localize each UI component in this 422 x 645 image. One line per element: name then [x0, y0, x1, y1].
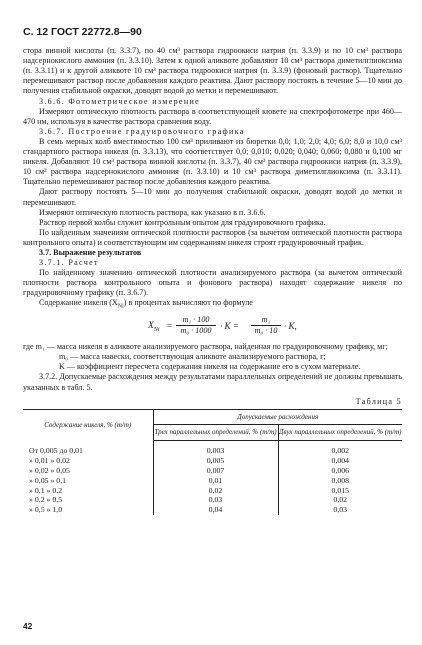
section-heading-calibration: 3.6.7. Построение градуировочного графика	[39, 126, 245, 136]
table-number: Таблица 5	[355, 396, 402, 406]
section-heading-photometric: 3.6.6. Фотометрическое измерение	[39, 96, 200, 106]
table-row: » 0,5 » 1,0 0,04 0,03	[23, 505, 402, 515]
paragraph-graph: По найденным значениям оптической плотности растворов (за вычетом оптической плотности раствора контрольного опыта) и соответствующим им содержаниям никеля строят градуировочный график.	[23, 227, 402, 247]
paragraph-stand: Дают раствору постоять 5—10 мин до получения стабильной окраски, доводят водой до метки и перемешивают.	[23, 187, 402, 207]
col-header-three: Трех параллельных определений, % (m/m)	[153, 425, 278, 441]
tolerance-table	[23, 409, 402, 516]
table-row: » 0,1 » 0,2 0,02 0,015	[23, 486, 402, 496]
formula-end: · K,	[284, 321, 297, 332]
paragraph-measure: Измеряют оптическую плотность раствора, как указано в п. 3.6.6.	[39, 207, 266, 217]
paragraph-formula-intro: Содержание никеля $(X_{Ni})$ в процентах вычисляют по формуле	[39, 298, 253, 311]
col-header-content: Содержание никеля, % (m/m)	[23, 409, 153, 440]
table-row: » 0,2 » 0,5 0,03 0,02	[23, 495, 402, 505]
paragraph-control: Раствор первой колбы служит контрольным опытом для градуировочного графика.	[39, 217, 326, 227]
paragraph-calculation: По найденному значению оптической плотности анализируемого раствора (за вычетом оптической плотности раствора контрольного опыта и фонового раствора) находят содержание никеля по градуировочному графику (п. 3.6.7).	[23, 268, 402, 298]
formula-mid: · K =	[220, 321, 239, 332]
paragraph-aliquot-prep: стора винной кислоты (п. 3.3.7), по 40 см³ раствора гидроокиси натрия (п. 3.3.9) и по 10 см³ раствора надсернокислого аммония (п. 3.3.10). Затем к одной аликвоте добавляют 10 см³ раствора диметилглиоксима (п. 3.3.11) и к другой аликвоте 10 см³ раствора гидроокиси натрия (п. 3.3.9) (фоновый раствор). Тщательно перемешивают раствор после добавления каждого реактива. Дают раствору постоять в течение 5—10 мин до получения стабильной окраски, доводят водой до метки и перемешивают.	[23, 46, 402, 96]
table-row: » 0,05 » 0,1 0,01 0,008	[23, 476, 402, 486]
definition-m0: m₀ — масса навески, соответствующая аликвоте анализируемого раствора, г;	[59, 352, 326, 362]
fraction-1: m₁ · 100 m₀ · 1000	[176, 315, 216, 336]
paragraph-calibration: В семь мерных колб вместимостью 100 см³ приливают из бюретки 0,0; 1,0; 2,0; 4,0; 6,0; 8,0 и 10,0 см³ стандартного раствора никеля (п. 3.3.13), что соответствует 0,0; 0,010; 0,020; 0,040; 0,060; 0,080 и 0,100 мг никеля. Добавляют 10 см³ раствора винной кислоты (п. 3.3.7), 40 см³ раствора гидроокиси натрия (п. 3.3.9), 10 см³ раствора надсернокислого аммония (п. 3.3.10) и 10 см³ раствора диметилглиоксима (п. 3.3.11). Тщательно перемешивают раствор после добавления каждого реактива.	[23, 136, 402, 187]
page-number: 42	[23, 621, 33, 631]
table-row: » 0,02 » 0,05 0,007 0,006	[23, 466, 402, 476]
col-header-group: Допускаемые расхождения	[153, 409, 402, 425]
fraction-2: m₁ m₀ · 10	[251, 315, 281, 336]
formula-equals: =	[167, 321, 173, 332]
paragraph-tolerances: 3.7.2. Допускаемые расхождения между результатами параллельных определений не должны превышать указанных в табл. 5.	[23, 372, 402, 392]
formula-lhs: $X_{Ni}$	[148, 321, 160, 334]
section-heading-results: 3.7. Выражение результатов	[39, 247, 142, 257]
table-row: От 0,005 до 0,01 0,003 0,002	[23, 440, 402, 455]
formula	[23, 312, 402, 342]
page-header: С. 12 ГОСТ 22772.8—90	[23, 26, 142, 38]
definition-m1: где m₁ — масса никеля в аликвоте анализируемого раствора, найденная по градуировочному графику, мг;	[23, 342, 388, 352]
section-heading-calculation: 3.7.1. Расчет	[39, 258, 99, 268]
table-row: » 0,01 » 0,02 0,005 0,004	[23, 456, 402, 466]
paragraph-photometric: Измеряют оптическую плотность раствора в соответствующей кювете на спектрофотометре при 460—470 нм, используя в качестве раствора сравнения воду.	[23, 106, 402, 126]
definition-k: K — коэффициент пересчета содержания никеля на содержание его в сухом материале.	[59, 362, 361, 372]
col-header-two: Двух параллельных определений, % (m/m)	[278, 425, 402, 441]
